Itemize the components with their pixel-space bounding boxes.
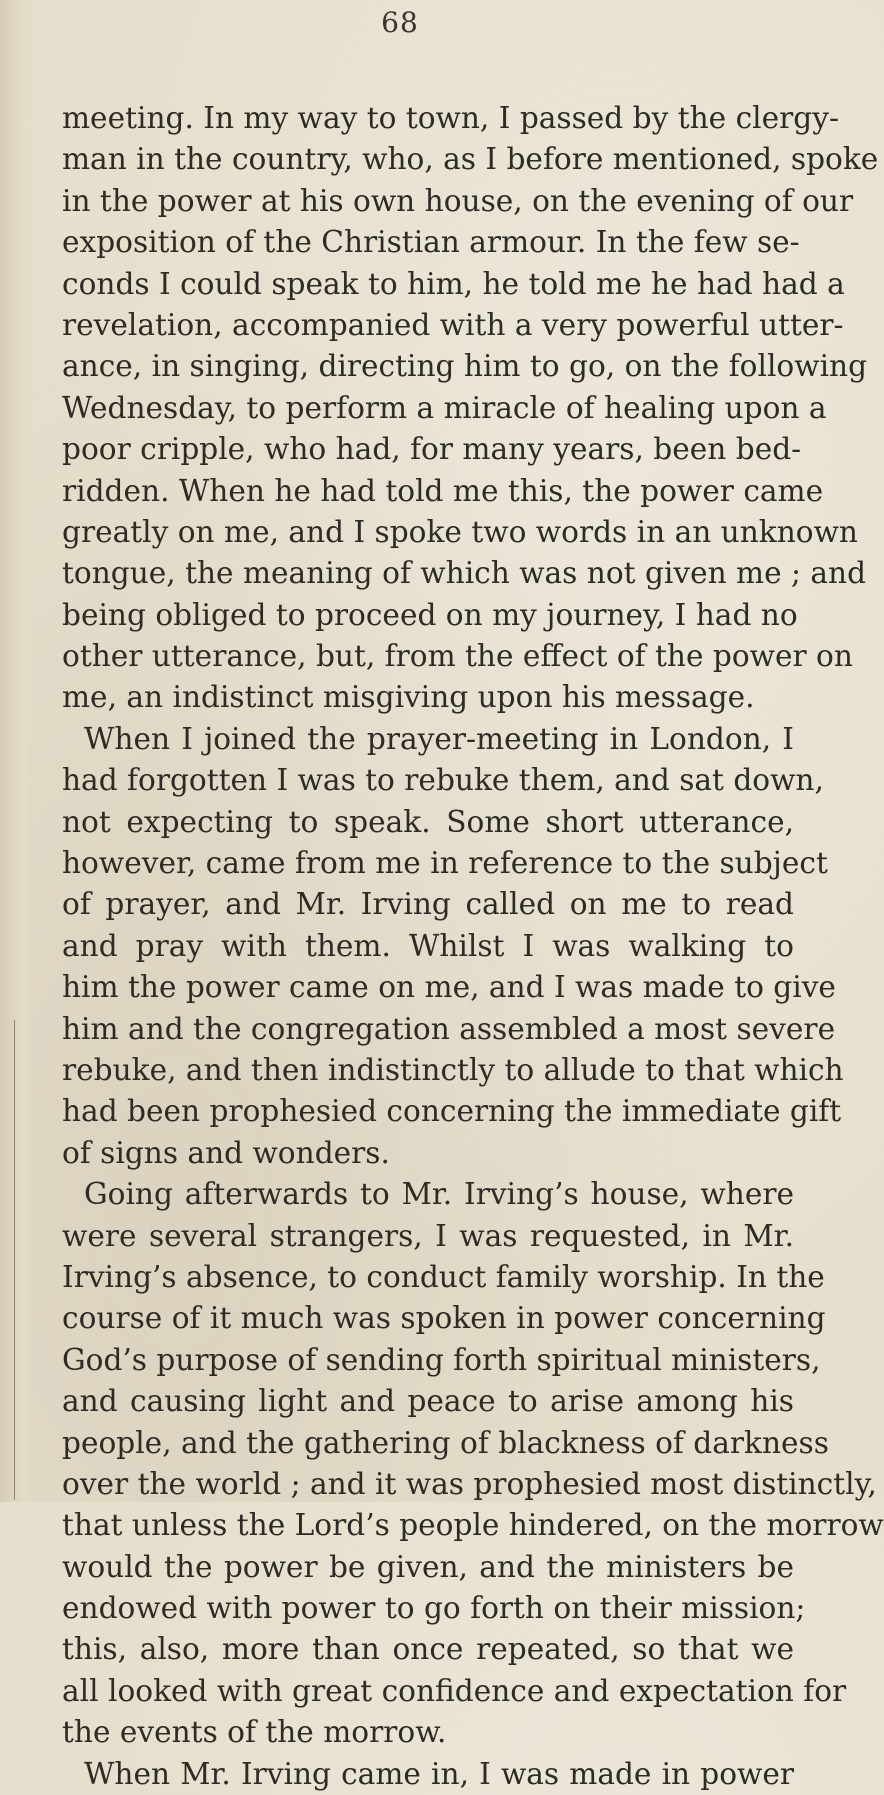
page-number: 68 [381,6,419,39]
text-line: however, came from me in reference to the subject [62,846,828,881]
paragraph-start-line: When Mr. Irving came in, I was made in power [84,1756,794,1791]
text-line: had forgotten I was to rebuke them, and sat down, [62,763,824,798]
text-line: him the power came on me, and I was made to give [62,970,836,1005]
text-line: not expecting to speak. Some short utterance, [62,804,794,839]
text-line: over the world ; and it was prophesied most distinctly, [62,1466,877,1501]
text-line: meeting. In my way to town, I passed by the clergy- [62,101,839,135]
text-line: him and the congregation assembled a most severe [62,1011,836,1046]
body-text [62,98,884,1795]
text-line: of prayer, and Mr. Irving called on me to read [62,887,794,922]
text-line: Irving’s absence, to conduct family worship. In the [62,1259,825,1294]
text-line: and pray with them. Whilst I was walking to [62,928,794,963]
text-line: tongue, the meaning of which was not given me ; and [62,556,867,591]
text-line: endowed with power to go forth on their mission; [62,1591,806,1626]
text-line: exposition of the Christian armour. In the few se- [62,225,800,260]
text-line: were several strangers, I was requested, in Mr. [62,1218,794,1253]
text-line: being obliged to proceed on my journey, I had no [62,597,798,632]
paragraph-start-line: Going afterwards to Mr. Irving’s house, where [84,1177,794,1212]
gutter-rule [14,1020,15,1500]
paragraph-start-line: When I joined the prayer-meeting in London, I [84,721,794,756]
text-line: this, also, more than once repeated, so that we [62,1632,794,1667]
text-line: man in the country, who, as I before mentioned, spoke [62,142,879,177]
text-line: would the power be given, and the ministers be [62,1549,794,1584]
text-line: ridden. When he had told me this, the power came [62,473,824,508]
text-line: that unless the Lord’s people hindered, on the morrow [62,1508,884,1543]
text-line: course of it much was spoken in power concerning [62,1301,826,1336]
text-line: conds I could speak to him, he told me he had had a [62,266,845,301]
text-line: poor cripple, who had, for many years, been bed- [62,432,802,467]
text-line: ance, in singing, directing him to go, on the following [62,349,868,384]
text-line: in the power at his own house, on the evening of our [62,183,854,218]
paragraph-end-line: of signs and wonders. [62,1135,390,1170]
page-gutter-edge [0,0,34,1502]
text-line: rebuke, and then indistinctly to allude to that which [62,1052,844,1087]
text-line: greatly on me, and I spoke two words in an unknown [62,514,858,549]
text-line: God’s purpose of sending forth spiritual ministers, [62,1342,821,1377]
text-line: and causing light and peace to arise among his [62,1384,794,1419]
text-line: had been prophesied concerning the immediate gift [62,1094,842,1129]
text-line: people, and the gathering of blackness of darkness [62,1425,829,1460]
text-line: other utterance, but, from the effect of the power on [62,639,853,674]
text-line: revelation, accompanied with a very powerful utter- [62,307,844,342]
paragraph-end-line: the events of the morrow. [62,1715,447,1750]
text-line: Wednesday, to perform a miracle of healing upon a [62,390,827,425]
paragraph-end-line: me, an indistinct misgiving upon his message. [62,680,755,715]
text-line: all looked with great confidence and expectation for [62,1673,847,1708]
